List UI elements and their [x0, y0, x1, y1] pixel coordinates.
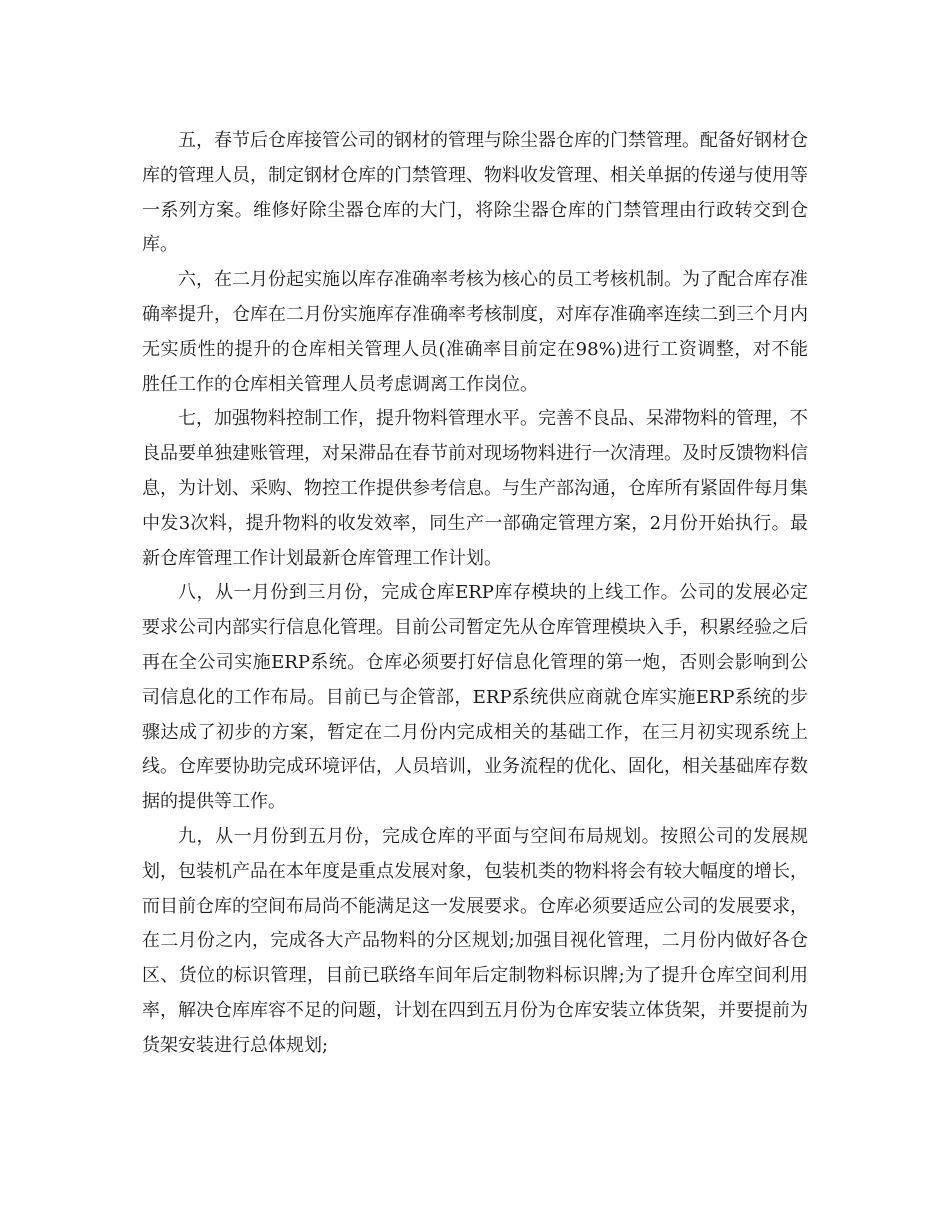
document-page [142, 124, 808, 1064]
paragraph-nine: 九，从一月份到五月份，完成仓库的平面与空间布局规划。按照公司的发展规划，包装机产品在本年度是重点发展对象，包装机类的物料将会有较大幅度的增长，而目前仓库的空间布局尚不能满足这一发展要求。仓库必须要适应公司的发展要求，在二月份之内，完成各大产品物料的分区规划;加强目视化管理，二月份内做好各仓区、货位的标识管理，目前已联络车间年后定制物料标识牌;为了提升仓库空间利用率，解决仓库库容不足的问题，计划在四到五月份为仓库安装立体货架，并要提前为货架安装进行总体规划; [142, 825, 808, 1056]
paragraph-six: 六，在二月份起实施以库存准确率考核为核心的员工考核机制。为了配合库存准确率提升，仓库在二月份实施库存准确率考核制度，对库存准确率连续二到三个月内无实质性的提升的仓库相关管理人员(准确率目前定在98%)进行工资调整，对不能胜任工作的仓库相关管理人员考虑调离工作岗位。 [142, 269, 808, 395]
paragraph-five: 五，春节后仓库接管公司的钢材的管理与除尘器仓库的门禁管理。配备好钢材仓库的管理人员，制定钢材仓库的门禁管理、物料收发管理、相关单据的传递与使用等一系列方案。维修好除尘器仓库的大门，将除尘器仓库的门禁管理由行政转交到仓库。 [142, 130, 808, 256]
paragraph-seven: 七，加强物料控制工作，提升物料管理水平。完善不良品、呆滞物料的管理，不良品要单独建账管理，对呆滞品在春节前对现场物料进行一次清理。及时反馈物料信息，为计划、采购、物控工作提供参考信息。与生产部沟通，仓库所有紧固件每月集中发3次料，提升物料的收发效率，同生产一部确定管理方案，2月份开始执行。最新仓库管理工作计划最新仓库管理工作计划。 [142, 408, 808, 569]
paragraph-eight: 八，从一月份到三月份，完成仓库ERP库存模块的上线工作。公司的发展必定要求公司内部实行信息化管理。目前公司暂定先从仓库管理模块入手，积累经验之后再在全公司实施ERP系统。仓库必须要打好信息化管理的第一炮，否则会影响到公司信息化的工作布局。目前已与企管部，ERP系统供应商就仓库实施ERP系统的步骤达成了初步的方案，暂定在二月份内完成相关的基础工作，在三月初实现系统上线。仓库要协助完成环境评估，人员培训，业务流程的优化、固化，相关基础库存数据的提供等工作。 [142, 582, 808, 813]
